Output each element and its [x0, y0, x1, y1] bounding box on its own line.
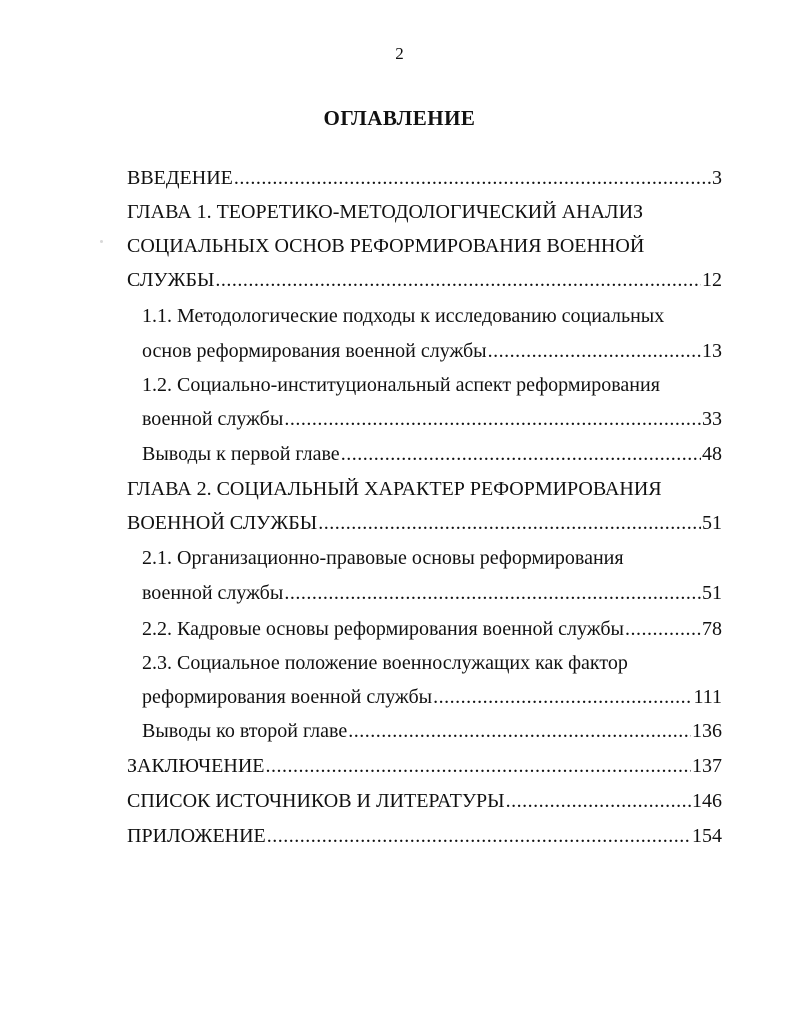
toc-page-number: 136 [692, 720, 722, 742]
dot-leader [284, 578, 701, 608]
toc-chapter-1-title-line-1[interactable]: ГЛАВА 1. ТЕОРЕТИКО-МЕТОДОЛОГИЧЕСКИЙ АНАЛИЗ [127, 201, 644, 223]
dot-leader [318, 508, 701, 538]
toc-entry-section-2-2[interactable] [142, 614, 722, 644]
toc-entry-text: ВВЕДЕНИЕ [127, 167, 233, 189]
toc-page-number: 78 [702, 618, 722, 640]
toc-entry-conclusions-chapter-2[interactable] [142, 716, 722, 746]
toc-chapter-2-title-line-1[interactable]: ГЛАВА 2. СОЦИАЛЬНЫЙ ХАРАКТЕР РЕФОРМИРОВАНИЯ [127, 478, 662, 500]
toc-page-number: 146 [692, 790, 722, 812]
toc-entry-section-1-2[interactable] [142, 404, 722, 434]
toc-page-number: 111 [693, 686, 722, 708]
dot-leader [625, 614, 701, 644]
dot-leader [215, 265, 701, 295]
toc-page-number: 154 [692, 825, 722, 847]
toc-page-number: 33 [702, 408, 722, 430]
toc-entry-section-2-3[interactable] [142, 682, 722, 712]
toc-page-number: 137 [692, 755, 722, 777]
toc-page-number: 3 [712, 167, 722, 189]
toc-entry-section-1-1[interactable] [142, 336, 722, 366]
toc-entry-text: ВОЕННОЙ СЛУЖБЫ [127, 512, 318, 534]
toc-page-number: 48 [702, 443, 722, 465]
dot-leader [488, 336, 701, 366]
toc-page-number: 13 [702, 340, 722, 362]
toc-entry-text: ЗАКЛЮЧЕНИЕ [127, 755, 265, 777]
toc-page-number: 51 [702, 512, 722, 534]
toc-entry-text: 2.2. Кадровые основы реформирования военной службы [142, 618, 624, 640]
toc-entry-text: СПИСОК ИСТОЧНИКОВ И ЛИТЕРАТУРЫ [127, 790, 505, 812]
toc-section-2-3-line-1[interactable]: 2.3. Социальное положение военнослужащих как фактор [142, 652, 628, 674]
dot-leader [433, 682, 692, 712]
toc-section-1-1-line-1[interactable]: 1.1. Методологические подходы к исследованию социальных [142, 305, 665, 327]
toc-entry-conclusions-chapter-1[interactable] [142, 439, 722, 469]
toc-entry-references[interactable] [127, 786, 722, 816]
toc-entry-conclusion[interactable] [127, 751, 722, 781]
toc-entry-text: основ реформирования военной службы [142, 340, 487, 362]
toc-chapter-1-title-line-2[interactable]: СОЦИАЛЬНЫХ ОСНОВ РЕФОРМИРОВАНИЯ ВОЕННОЙ [127, 235, 645, 257]
toc-entry-text: ПРИЛОЖЕНИЕ [127, 825, 266, 847]
dot-leader [506, 786, 691, 816]
toc-entry-text: военной службы [142, 582, 284, 604]
toc-entry-introduction[interactable] [127, 163, 722, 193]
toc-entry-text: Выводы ко второй главе [142, 720, 348, 742]
dot-leader [234, 163, 711, 193]
toc-entry-chapter-2[interactable] [127, 508, 722, 538]
toc-entry-text: Выводы к первой главе [142, 443, 340, 465]
toc-entry-appendix[interactable] [127, 821, 722, 851]
toc-page-number: 12 [702, 269, 722, 291]
dot-leader [265, 751, 691, 781]
toc-entry-section-2-1[interactable] [142, 578, 722, 608]
toc-section-2-1-line-1[interactable]: 2.1. Организационно-правовые основы реформирования [142, 547, 624, 569]
toc-entry-text: СЛУЖБЫ [127, 269, 215, 291]
dot-leader [284, 404, 701, 434]
page-number: 2 [395, 44, 404, 63]
toc-section-1-2-line-1[interactable]: 1.2. Социально-институциональный аспект реформирования [142, 374, 660, 396]
dot-leader [267, 821, 691, 851]
toc-entry-text: реформирования военной службы [142, 686, 433, 708]
dot-leader [341, 439, 701, 469]
toc-entry-chapter-1[interactable] [127, 265, 722, 295]
toc-page-number: 51 [702, 582, 722, 604]
dot-leader [348, 716, 691, 746]
page-title: ОГЛАВЛЕНИЕ [323, 106, 476, 130]
toc-entry-text: военной службы [142, 408, 284, 430]
